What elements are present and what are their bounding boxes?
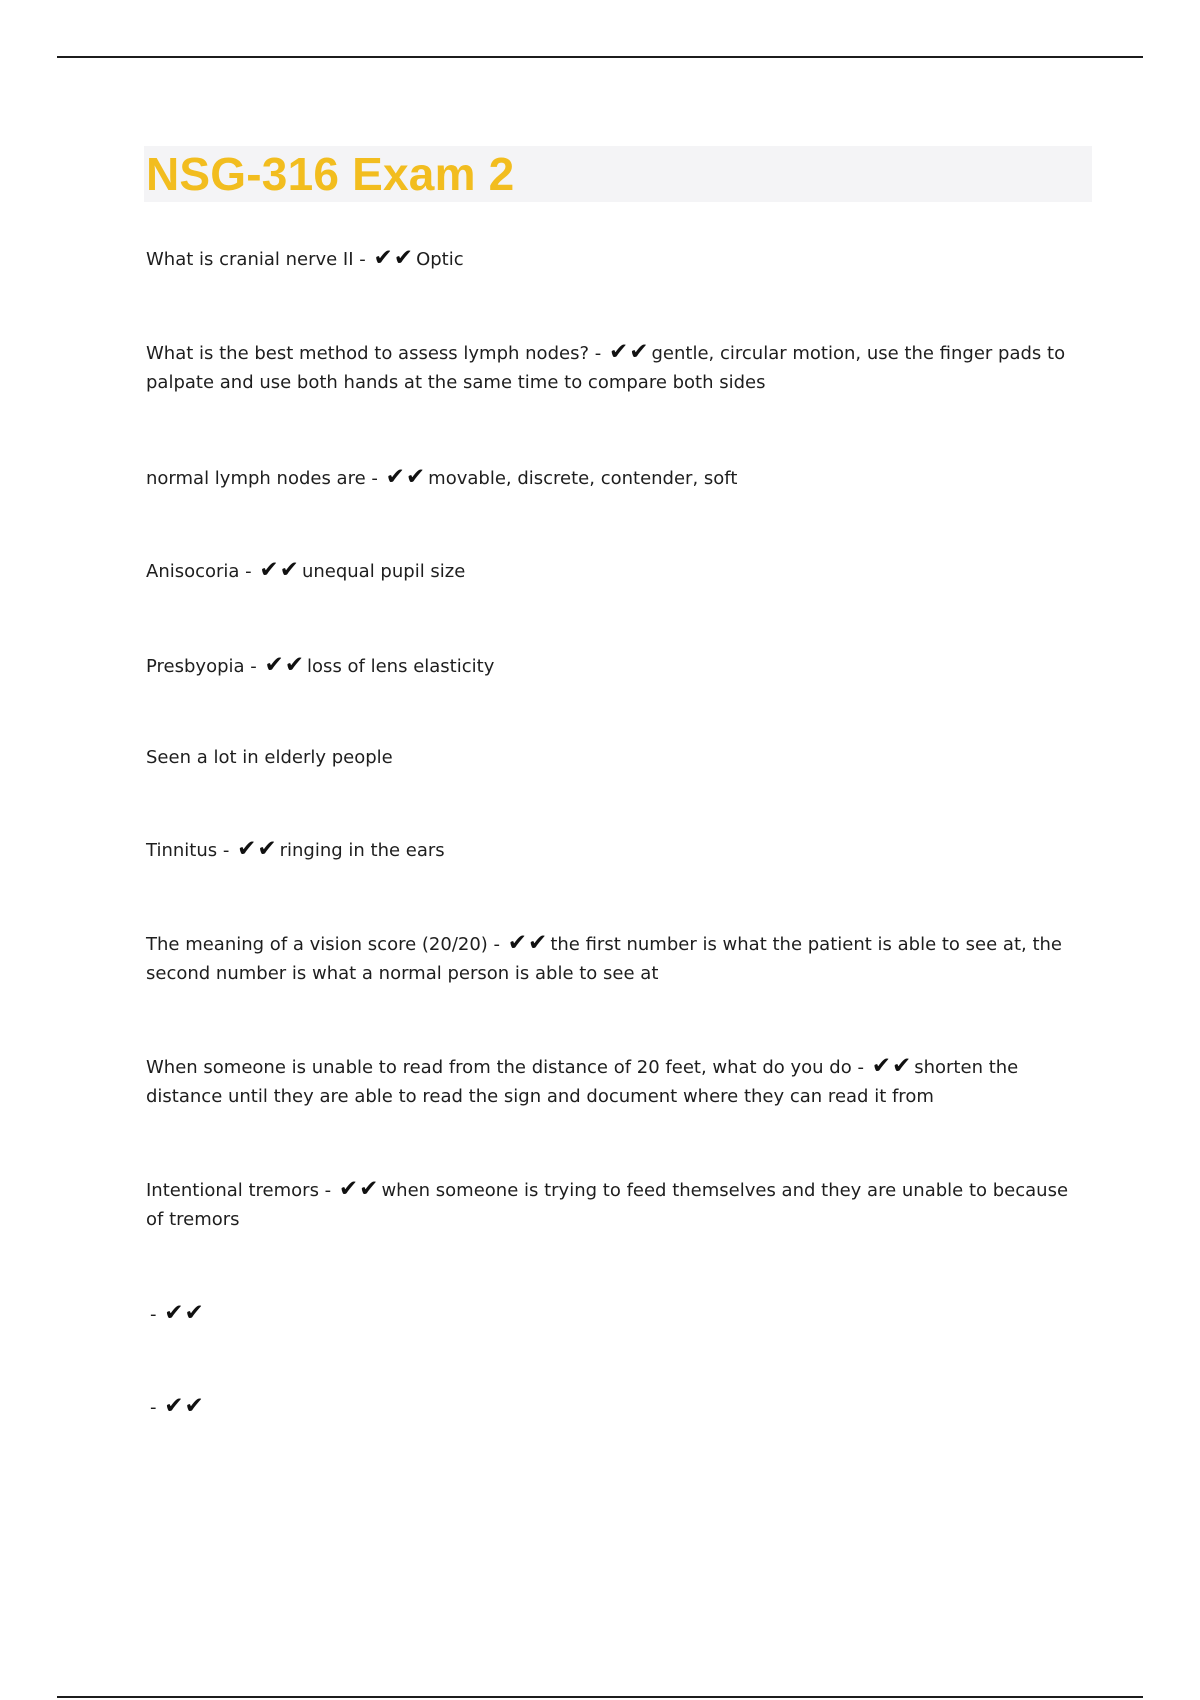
answer-text: gentle, circular motion, use the finger pads to palpate and use both hands at the same time to compare both sides (146, 343, 1066, 393)
qa-item-12 (150, 1393, 1090, 1422)
note-text: Seen a lot in elderly people (146, 747, 393, 768)
double-check-icon: ✔✔ (507, 930, 549, 956)
answer-text: movable, discrete, contender, soft (428, 468, 738, 489)
question-text: The meaning of a vision score (20/20) - (146, 934, 501, 955)
qa-item-5 (146, 652, 1086, 681)
question-text: - (150, 1304, 157, 1325)
double-check-icon: ✔✔ (264, 652, 306, 678)
qa-item-8 (146, 930, 1086, 988)
qa-item-3 (146, 464, 1086, 493)
qa-item-7 (146, 836, 1086, 865)
qa-item-11 (150, 1300, 1090, 1329)
qa-item-9 (146, 1053, 1086, 1111)
double-check-icon: ✔✔ (164, 1393, 205, 1419)
answer-text: Optic (416, 249, 464, 270)
double-check-icon: ✔✔ (259, 557, 300, 583)
answer-text: the first number is what the patient is able to see at, the second number is what a normal person is able to see at (146, 934, 1062, 984)
answer-text: unequal pupil size (301, 561, 466, 582)
qa-item-6 (146, 743, 1086, 772)
answer-text: when someone is trying to feed themselves and they are unable to because of tremors (146, 1180, 1069, 1230)
double-check-icon: ✔✔ (608, 339, 650, 365)
question-text: When someone is unable to read from the distance of 20 feet, what do you do - (146, 1057, 864, 1078)
question-text: What is the best method to assess lymph nodes? - (146, 343, 602, 364)
double-check-icon: ✔✔ (338, 1176, 380, 1202)
double-check-icon: ✔✔ (164, 1300, 205, 1326)
answer-text: shorten the distance until they are able to read the sign and document where they can read it from (146, 1057, 1019, 1107)
double-check-icon: ✔✔ (385, 464, 427, 490)
double-check-icon: ✔✔ (237, 836, 278, 862)
question-text: - (150, 1397, 157, 1418)
question-text: Intentional tremors - (146, 1180, 332, 1201)
page-title: NSG-316 Exam 2 (146, 148, 515, 200)
question-text: What is cranial nerve II - (146, 249, 366, 270)
answer-text: loss of lens elasticity (307, 656, 495, 677)
qa-item-10 (146, 1176, 1086, 1234)
footer-rule (57, 1696, 1143, 1698)
question-text: normal lymph nodes are - (146, 468, 378, 489)
answer-text: ringing in the ears (279, 840, 445, 861)
double-check-icon: ✔✔ (373, 245, 415, 271)
qa-item-4 (146, 557, 1086, 586)
question-text: Anisocoria - (146, 561, 252, 582)
qa-item-1 (146, 245, 1086, 274)
qa-item-2 (146, 339, 1086, 397)
question-text: Tinnitus - (146, 840, 230, 861)
question-text: Presbyopia - (146, 656, 257, 677)
double-check-icon: ✔✔ (871, 1053, 913, 1079)
header-rule (57, 56, 1143, 58)
